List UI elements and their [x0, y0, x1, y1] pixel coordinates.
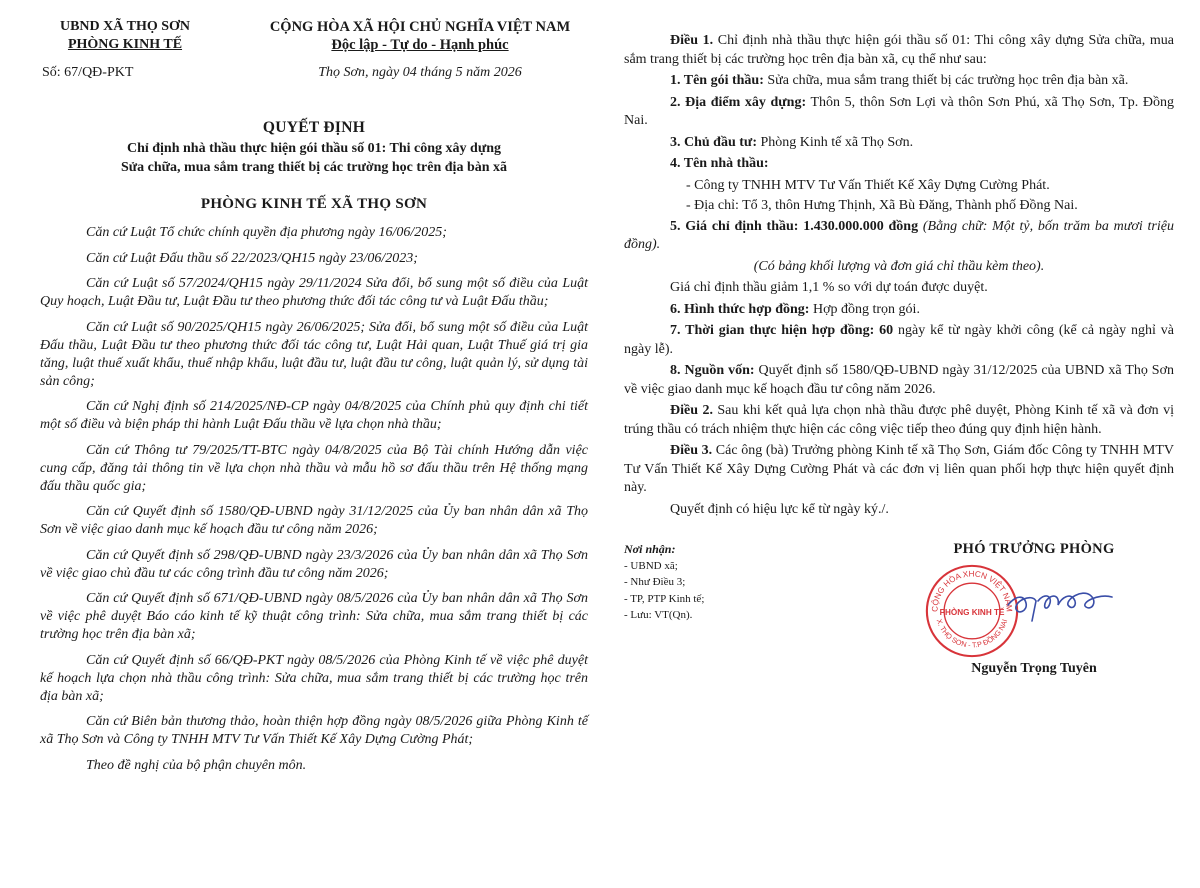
legal-basis: Căn cứ Luật số 57/2024/QH15 ngày 29/11/2024 Sửa đổi, bổ sung một số điều của Luật Quy hoạch, Luật Đầu tư, Luật Đầu tư theo phương thức đối tác công tư và Luật Đấu thầu; — [40, 276, 588, 309]
item-text: Thôn 5, thôn Sơn Lợi và thôn Sơn Phú, xã Thọ Sơn, Tp. Đồng Nai. — [624, 94, 1174, 128]
nation-line1: CỘNG HÒA XÃ HỘI CHỦ NGHĨA VIỆT NAM — [269, 19, 571, 35]
funding-label: 8. Nguồn vốn: — [670, 363, 755, 378]
legal-basis: Theo đề nghị của bộ phận chuyên môn. — [86, 757, 307, 773]
item-label: 1. Tên gói thầu: — [670, 73, 764, 88]
effective-clause: Quyết định có hiệu lực kể từ ngày ký./. — [670, 501, 889, 517]
legal-basis: Căn cứ Luật số 90/2025/QH15 ngày 26/06/2025; Sửa đổi, bổ sung một số điều của Luật Đấu thầu, Luật Đầu tư theo phương thức đối tác công tư, Luật Hải quan, Luật Thuế giá trị gia tăng, luật thuế xuất khẩu, thuế nhập khẩu, luật đầu tư, luật đầu tư công, luật quản lý, sử dụng tài sản công; — [40, 319, 588, 389]
price-label: 5. Giá chỉ định thầu: — [670, 218, 799, 234]
article-3 — [624, 442, 1174, 498]
national-heading — [250, 18, 590, 82]
contractor-name: - Công ty TNHH MTV Tư Vấn Thiết Kế Xây Dựng Cường Phát. — [686, 177, 1050, 193]
item-text: Sửa chữa, mua sắm trang thiết bị các trường học trên địa bàn xã. — [763, 73, 1129, 88]
decision-title: QUYẾT ĐỊNH — [262, 119, 366, 136]
seal-ring-top: CỘNG HÒA XHCN VIỆT NAM — [930, 569, 1014, 613]
item-text: Phòng Kinh tế xã Thọ Sơn. — [756, 134, 914, 150]
contract-duration — [624, 322, 1174, 359]
issuing-org — [40, 18, 210, 82]
contract-form-label: 6. Hình thức hợp đồng: — [670, 301, 810, 317]
legal-basis: Căn cứ Luật Đấu thầu số 22/2023/QH15 ngày 23/06/2023; — [86, 250, 418, 266]
funding-source — [624, 362, 1174, 399]
article-3-label: Điều 3. — [670, 443, 713, 458]
contractor-address: - Địa chỉ: Tổ 3, thôn Hưng Thịnh, Xã Bù Đăng, Thành phố Đồng Nai. — [686, 198, 1078, 213]
legal-basis: Căn cứ Biên bản thương thảo, hoàn thiện hợp đồng ngày 08/5/2026 giữa Phòng Kinh tế xã Thọ Sơn và Công ty TNHH MTV Tư Vấn Thiết Kế Xây Dựng Cường Phát; — [40, 714, 588, 747]
recipient-item: - TP, PTP Kinh tế; — [624, 592, 705, 605]
decision-subtitle — [40, 139, 588, 177]
item-label: 2. Địa điểm xây dựng: — [670, 94, 807, 110]
legal-basis: Căn cứ Luật Tổ chức chính quyền địa phương ngày 16/06/2025; — [86, 225, 447, 240]
issuer-heading: PHÒNG KINH TẾ XÃ THỌ SƠN — [200, 196, 428, 212]
org-line1: UBND XÃ THỌ SƠN — [59, 19, 191, 34]
place-date: Thọ Sơn, ngày 04 tháng 5 năm 2026 — [318, 65, 522, 80]
seal-center-text: PHÒNG KINH TẾ — [939, 607, 1005, 617]
recipient-item: - Như Điều 3; — [624, 576, 686, 588]
price-discount: Giá chỉ định thầu giảm 1,1 % so với dự toán được duyệt. — [670, 280, 988, 295]
article-1 — [624, 32, 1174, 69]
signature-block — [624, 541, 1174, 701]
article-1-item — [624, 72, 1174, 91]
article-1-item — [624, 155, 1174, 174]
item-label: 3. Chủ đầu tư: — [670, 134, 757, 150]
article-1-item — [624, 134, 1174, 153]
legal-basis: Căn cứ Quyết định số 671/QĐ-UBND ngày 08/5/2026 của Ủy ban nhân dân xã Thọ Sơn về việc phê duyệt Báo cáo kinh tế kỹ thuật công trình: Sửa chữa, mua sắm trang thiết bị các trường học trên địa bàn xã; — [40, 591, 588, 642]
nation-motto: Độc lập - Tự do - Hạnh phúc — [331, 37, 509, 53]
contract-form — [624, 301, 1174, 320]
recipient-item: - Lưu: VT(Qn). — [624, 609, 693, 621]
article-2-label: Điều 2. — [670, 403, 713, 418]
legal-basis: Căn cứ Quyết định số 66/QĐ-PKT ngày 08/5/2026 của Phòng Kinh tế về việc phê duyệt kế hoạch lựa chọn nhà thầu công trình: Sửa chữa, mua sắm trang thiết bị các trường học trên địa bàn xã; — [40, 652, 588, 704]
article-2-text: Sau khi kết quả lựa chọn nhà thầu được phê duyệt, Phòng Kinh tế xã và đơn vị trúng thầu có trách nhiệm thực hiện các công việc tiếp theo đúng quy định hiện hành. — [624, 403, 1175, 437]
contract-form-text: Hợp đồng trọn gói. — [809, 301, 920, 317]
doc-number: Số: 67/QĐ-PKT — [42, 65, 134, 80]
article-3-text: Các ông (bà) Trưởng phòng Kinh tế xã Thọ Sơn, Giám đốc Công ty TNHH MTV Tư Vấn Thiết Kế Xây Dựng Cường Phát và các đơn vị liên quan phối hợp thực hiện quyết định này. — [624, 443, 1174, 495]
article-1-item — [624, 94, 1174, 131]
document-header — [40, 18, 588, 93]
org-line2: PHÒNG KINH TẾ — [67, 37, 183, 52]
recipients-label: Nơi nhận: — [624, 542, 676, 556]
item-label: 4. Tên nhà thầu: — [670, 156, 769, 171]
legal-basis: Căn cứ Thông tư 79/2025/TT-BTC ngày 04/8/2025 của Bộ Tài chính Hướng dẫn việc cung cấp, đăng tải thông tin về lựa chọn nhà thầu và mẫu hồ sơ đấu thầu trên Hệ thống mạng đấu thầu quốc gia; — [40, 442, 588, 494]
duration-label: 7. Thời gian thực hiện hợp đồng: — [670, 323, 875, 338]
subtitle-line2: Sửa chữa, mua sắm trang thiết bị các trường học trên địa bàn xã — [120, 160, 508, 175]
duration-text: ngày kể từ ngày khởi công (kể cả ngày nghỉ và ngày lễ). — [624, 323, 1174, 357]
right-column — [624, 32, 1174, 701]
price-note: (Có bảng khối lượng và đơn giá chỉ thầu kèm theo). — [753, 258, 1045, 274]
article-1-text: Chỉ định nhà thầu thực hiện gói thầu số 01: Thi công xây dựng Sửa chữa, mua sắm trang thiết bị các trường học trên địa bàn xã, cụ thể như sau: — [624, 33, 1174, 67]
left-column — [40, 18, 588, 782]
article-1-label: Điều 1. — [670, 33, 714, 48]
legal-basis: Căn cứ Nghị định số 214/2025/NĐ-CP ngày 04/8/2025 của Chính phủ quy định chi tiết một số điều và biện pháp thi hành Luật Đấu thầu về lựa chọn nhà thầu; — [40, 399, 588, 432]
seal-ring-bottom: X. THỌ SƠN - T.P ĐỒNG NAI — [934, 617, 1010, 650]
handwritten-signature — [1002, 571, 1152, 631]
duration-days: 60 — [874, 323, 894, 338]
signer-name: Nguyễn Trọng Tuyên — [971, 661, 1097, 676]
price-words: (Bằng chữ: Một tỷ, bốn trăm ba mươi triệu đồng). — [624, 218, 1174, 252]
contract-price — [624, 218, 1174, 255]
recipient-item: - UBND xã; — [624, 559, 678, 572]
subtitle-line1: Chỉ định nhà thầu thực hiện gói thầu số 01: Thi công xây dựng — [126, 141, 502, 156]
article-2 — [624, 402, 1174, 439]
price-value: 1.430.000.000 đồng — [798, 218, 923, 234]
signer-role: PHÓ TRƯỞNG PHÒNG — [953, 541, 1115, 557]
legal-basis: Căn cứ Quyết định số 298/QĐ-UBND ngày 23/3/2026 của Ủy ban nhân dân xã Thọ Sơn về việc giao chủ đầu tư các công trình đầu tư công năm 2026; — [40, 547, 588, 581]
recipients — [624, 541, 824, 624]
funding-text: Quyết định số 1580/QĐ-UBND ngày 31/12/2025 của UBND xã Thọ Sơn về việc giao danh mục kế hoạch đầu tư công năm 2026. — [624, 363, 1174, 397]
legal-basis: Căn cứ Quyết định số 1580/QĐ-UBND ngày 31/12/2025 của Ủy ban nhân dân xã Thọ Sơn về việc giao danh mục kế hoạch đầu tư công năm 2026; — [40, 504, 588, 537]
